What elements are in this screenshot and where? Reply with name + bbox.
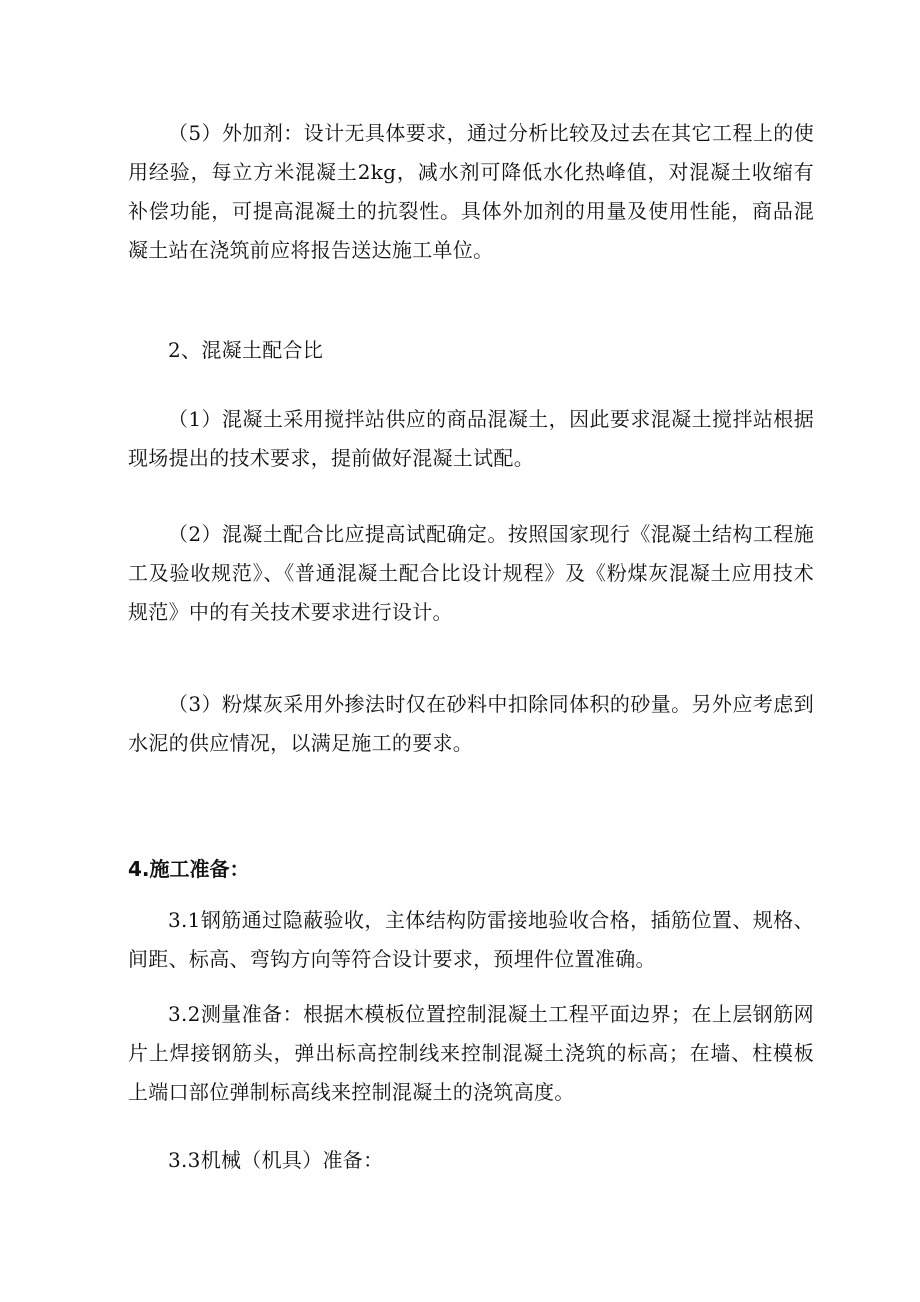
paragraph-rebar-inspection: 3.1钢筋通过隐蔽验收，主体结构防雷接地验收合格，插筋位置、规格、间距、标高、弯钩方向等符合设计要求，预埋件位置准确。 — [128, 908, 814, 971]
paragraph-mix-ratio-title: 2、混凝土配合比 — [168, 338, 324, 362]
paragraph-survey-prep: 3.2测量准备：根据木模板位置控制混凝土工程平面边界；在上层钢筋网片上焊接钢筋头，弹出标高控制线来控制混凝土浇筑的标高；在墙、柱模板上端口部位弹制标高线来控制混凝土的浇筑高度。 — [128, 1002, 814, 1104]
paragraph-admixture: （5）外加剂：设计无具体要求，通过分析比较及过去在其它工程上的使用经验，每立方米混凝土2kg，减水剂可降低水化热峰值，对混凝土收缩有补偿功能，可提高混凝土的抗裂性。具体外加剂的用量及使用性能，商品混凝土站在浇筑前应将报告送达施工单位。 — [128, 121, 814, 262]
paragraph-mix-ratio-3: （3）粉煤灰采用外掺法时仅在砂料中扣除同体积的砂量。另外应考虑到水泥的供应情况，以满足施工的要求。 — [128, 692, 814, 755]
section-heading: 4.施工准备： — [128, 857, 250, 881]
paragraph-machinery-prep: 3.3机械（机具）准备： — [168, 1148, 384, 1172]
paragraph-mix-ratio-1: （1）混凝土采用搅拌站供应的商品混凝土，因此要求混凝土搅拌站根据现场提出的技术要求，提前做好混凝土试配。 — [128, 407, 814, 470]
paragraph-mix-ratio-2: （2）混凝土配合比应提高试配确定。按照国家现行《混凝土结构工程施工及验收规范》、《普通混凝土配合比设计规程》及《粉煤灰混凝土应用技术规范》中的有关技术要求进行设计。 — [128, 522, 814, 624]
